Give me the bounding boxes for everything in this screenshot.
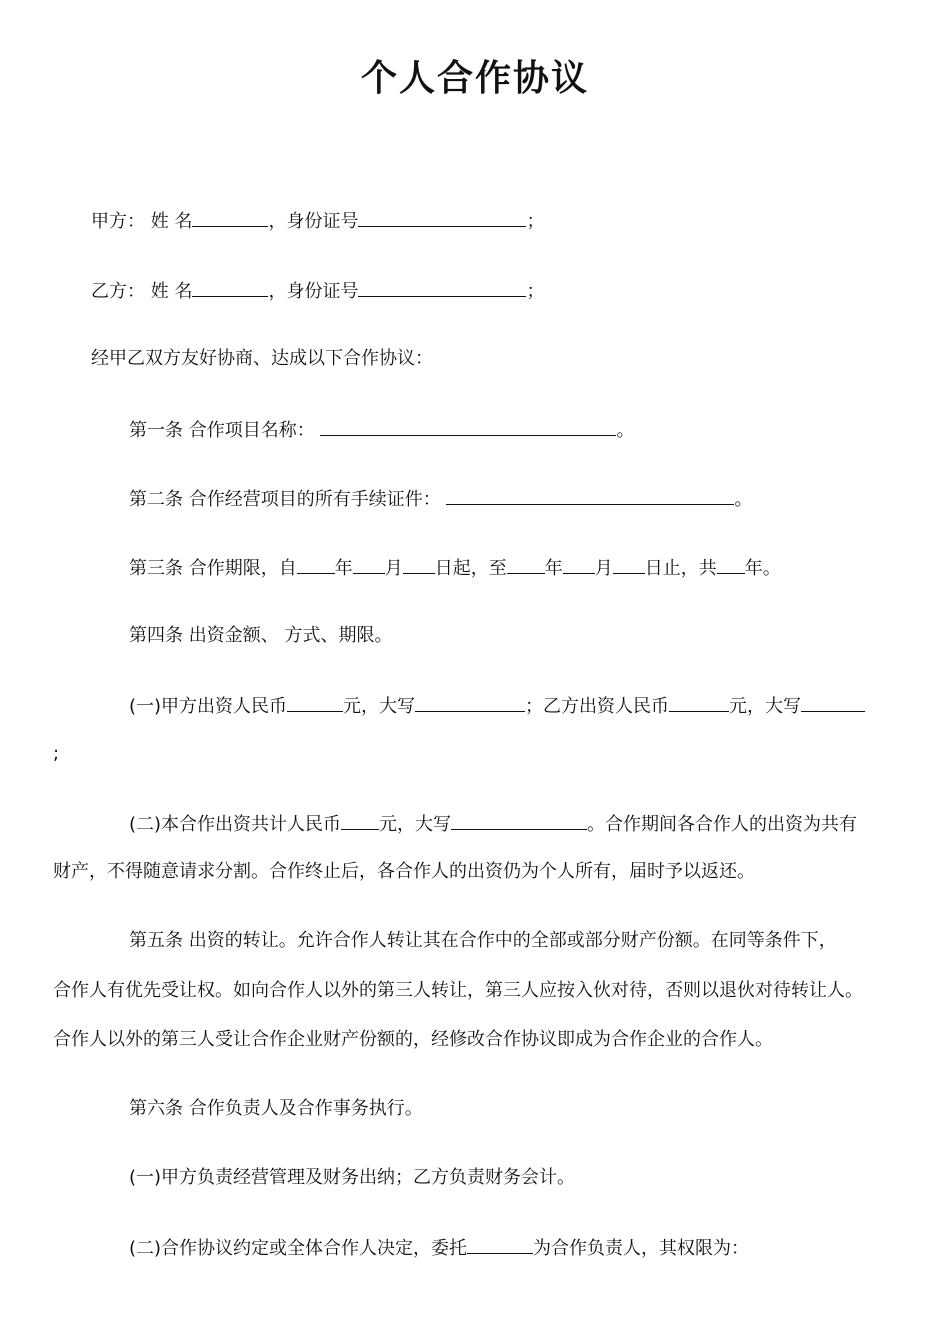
b-amount-blank [669, 693, 729, 712]
party-b-end: ； [526, 281, 545, 302]
end-day-blank [613, 555, 645, 574]
article-1-end: 。 [616, 420, 635, 441]
party-a-line [91, 208, 544, 234]
start-year-blank [297, 555, 335, 574]
a-invest-label: (一)甲方出资人民币 [129, 696, 288, 717]
party-b-id-label: 身份证号 [286, 281, 359, 302]
article-4: 第四条 出资金额、 方式、期限。 [129, 625, 393, 646]
a-yuan-label: 元，大写 [343, 696, 416, 717]
month-label: 月 [594, 558, 613, 579]
total-yuan-label: 元，大写 [379, 814, 452, 835]
article-6-item-1: (一)甲方负责经营管理及财务出纳；乙方负责财务会计。 [129, 1167, 576, 1188]
party-a-label: 甲方： [91, 211, 145, 232]
b-capital-blank [801, 693, 865, 712]
a-capital-blank [415, 693, 525, 712]
month-label: 月 [384, 558, 403, 579]
party-a-id-label: 身份证号 [286, 211, 359, 232]
article-4-item-1 [129, 693, 865, 719]
intro-paragraph: 经甲乙双方友好协商、达成以下合作协议： [91, 348, 433, 369]
party-b-id-blank [358, 278, 526, 297]
party-a-sep: ， [268, 211, 287, 232]
article-2-text: 第二条 合作经营项目的所有手续证件： [129, 489, 441, 510]
article-4-item-1-tail: ; [53, 743, 60, 764]
article-3-text: 第三条 合作期限，自 [129, 558, 297, 579]
article-6-item-2-end: 为合作负责人，其权限为： [533, 1238, 750, 1259]
to-label: 日止，共 [644, 558, 717, 579]
article-4-item-2-line2: 财产，不得随意请求分割。合作终止后，各合作人的出资仍为个人所有，届时予以返还。 [53, 861, 755, 882]
total-capital-blank [451, 811, 587, 830]
article-5-line1: 第五条 出资的转让。允许合作人转让其在合作中的全部或部分财产份额。在同等条件下， [129, 930, 837, 951]
party-b-sep: ， [268, 281, 287, 302]
total-amount-blank [341, 811, 379, 830]
article-6-item-2-text: (二)合作协议约定或全体合作人决定，委托 [129, 1238, 468, 1259]
total-invest-label: (二)本合作出资共计人民币 [129, 814, 342, 835]
b-yuan-label: 元，大写 [729, 696, 802, 717]
party-a-name-label: 姓 名 [150, 211, 193, 232]
from-label: 日起，至 [434, 558, 507, 579]
article-1-blank [320, 417, 616, 436]
party-b-label: 乙方： [91, 281, 145, 302]
a-amount-blank [287, 693, 343, 712]
article-2-end: 。 [734, 489, 753, 510]
party-a-name-blank [192, 208, 268, 227]
party-b-name-blank [192, 278, 268, 297]
start-day-blank [403, 555, 435, 574]
article-3 [129, 555, 781, 581]
total-years-blank [717, 555, 745, 574]
article-6-item-2 [129, 1235, 749, 1261]
article-4-item-2 [129, 811, 857, 837]
end-year-blank [507, 555, 545, 574]
manager-blank [467, 1235, 533, 1254]
end-month-blank [563, 555, 595, 574]
article-2-blank [446, 486, 734, 505]
article-4-item-2-cont: 。合作期间各合作人的出资为共有 [587, 814, 858, 835]
party-b-name-label: 姓 名 [150, 281, 193, 302]
b-invest-label: ；乙方出资人民币 [525, 696, 670, 717]
article-1 [129, 417, 634, 443]
article-3-end: 年。 [744, 558, 781, 579]
party-b-line [91, 278, 544, 304]
document-title: 个人合作协议 [360, 58, 589, 99]
article-2 [129, 486, 752, 512]
party-a-id-blank [358, 208, 526, 227]
start-month-blank [353, 555, 385, 574]
article-1-text: 第一条 合作项目名称： [129, 420, 315, 441]
article-6: 第六条 合作负责人及合作事务执行。 [129, 1098, 423, 1119]
article-5-line2: 合作人有优先受让权。如向合作人以外的第三人转让，第三人应按入伙对待，否则以退伙对待转让人。 [53, 980, 863, 1001]
year-label: 年 [334, 558, 353, 579]
party-a-end: ； [526, 211, 545, 232]
year-label: 年 [544, 558, 563, 579]
article-5-line3: 合作人以外的第三人受让合作企业财产份额的，经修改合作协议即成为合作企业的合作人。 [53, 1029, 773, 1050]
